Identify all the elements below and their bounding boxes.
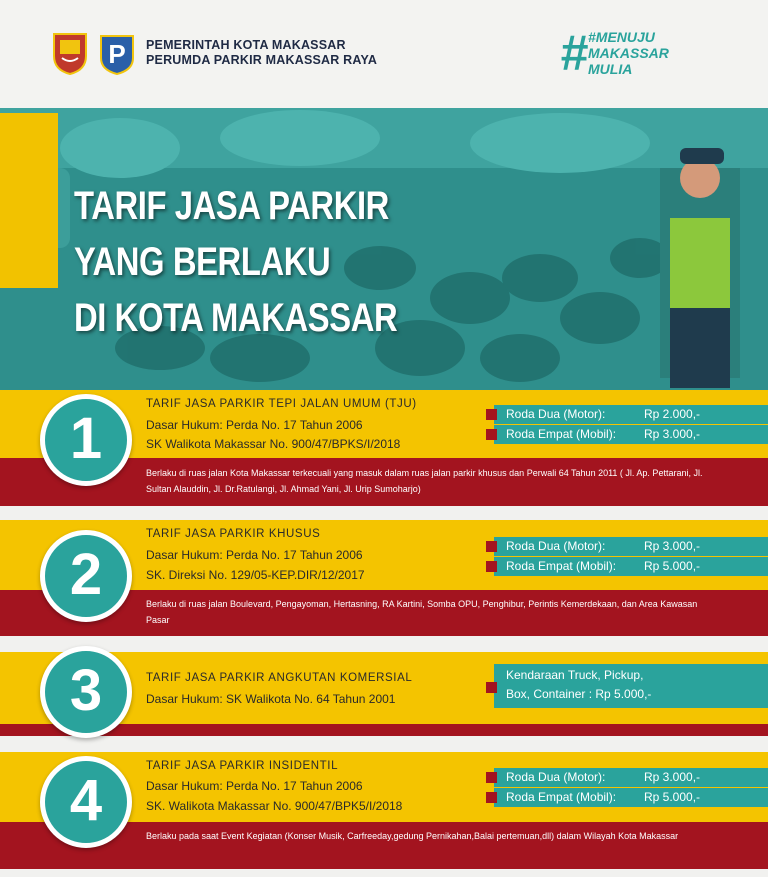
legal-basis-line-2: SK. Direksi No. 129/05-KEP.DIR/12/2017 [146, 568, 365, 582]
bullet-marker [486, 541, 497, 552]
rate-value: Rp 3.000,- [644, 770, 701, 784]
section-title: TARIF JASA PARKIR TEPI JALAN UMUM (TJU) [146, 398, 417, 410]
rate-value: Rp 5.000,- [644, 559, 701, 573]
hashtag-line-1: #MENUJU [588, 29, 655, 45]
bullet-marker [486, 429, 497, 440]
section-number-badge: 2 [40, 530, 132, 622]
rate-row-car [494, 557, 768, 576]
hashtag-logo [560, 26, 715, 78]
hashtag-line-2: MAKASSAR [588, 45, 669, 61]
rate-line-1: Kendaraan Truck, Pickup, [506, 668, 644, 682]
rate-row-motor [494, 405, 768, 424]
section-number-badge: 4 [40, 756, 132, 848]
rate-value: Rp 3.000,- [644, 539, 701, 553]
rate-value: Rp 5.000,- [644, 790, 701, 804]
hashtag-line-3: MULIA [588, 61, 633, 77]
rate-line-2: Box, Container : Rp 5.000,- [506, 687, 652, 701]
bullet-marker [486, 409, 497, 420]
rate-row-car [494, 425, 768, 444]
legal-basis-line-1: Dasar Hukum: Perda No. 17 Tahun 2006 [146, 779, 363, 793]
rate-label: Roda Dua (Motor): [506, 770, 606, 784]
rate-label: Roda Dua (Motor): [506, 407, 606, 421]
rate-box-commercial [494, 664, 768, 708]
bullet-marker [486, 792, 497, 803]
city-emblem-logo [50, 28, 90, 76]
bullet-marker [486, 682, 497, 693]
org-line-2: PERUMDA PARKIR MAKASSAR RAYA [146, 53, 378, 67]
section-number-badge: 1 [40, 394, 132, 486]
rate-row-car [494, 788, 768, 807]
legal-basis-line-1: Dasar Hukum: Perda No. 17 Tahun 2006 [146, 548, 363, 562]
section-note: Berlaku di ruas jalan Boulevard, Pengayoman, Hertasning, RA Kartini, Somba OPU, Penghibur, Perintis Kemerdekaan, dan Area Kawasan Pasar [146, 599, 698, 625]
header [0, 0, 768, 108]
section-title: TARIF JASA PARKIR KHUSUS [146, 528, 321, 540]
rate-value: Rp 2.000,- [644, 407, 701, 421]
legal-basis-line-1: Dasar Hukum: Perda No. 17 Tahun 2006 [146, 418, 363, 432]
section-note: Berlaku di ruas jalan Kota Makassar terkecuali yang masuk dalam ruas jalan parkir khusus dan Perwali 64 Tahun 2011 ( Jl. Ap. Pettarani, Jl. Sultan Alauddin, Jl. Dr.Ratulangi, Jl. Ahmad Yani, Jl. Urip Sumoharjo) [146, 468, 703, 494]
yellow-accent-block [0, 113, 58, 288]
hero-title-line-3: DI KOTA MAKASSAR [74, 296, 398, 340]
hero-title-line-1: TARIF JASA PARKIR [74, 184, 389, 228]
legal-basis-line-1: Dasar Hukum: SK Walikota No. 64 Tahun 2001 [146, 692, 396, 706]
section-number-badge: 3 [40, 646, 132, 738]
hero-title-line-2: YANG BERLAKU [74, 240, 331, 284]
bullet-marker [486, 772, 497, 783]
section-note: Berlaku pada saat Event Kegiatan (Konser Musik, Carfreeday,gedung Pernikahan,Balai pertemuan,dll) dalam Wilayah Kota Makassar [146, 831, 679, 841]
bottom-margin [0, 869, 768, 877]
legal-basis-line-2: SK Walikota Makassar No. 900/47/BPKS/I/2018 [146, 437, 401, 451]
rate-label: Roda Empat (Mobil): [506, 427, 617, 441]
rate-label: Roda Empat (Mobil): [506, 559, 617, 573]
svg-text:P: P [108, 39, 126, 69]
organization-names [146, 38, 377, 68]
rate-value: Rp 3.000,- [644, 427, 701, 441]
hero-title [74, 178, 397, 346]
bullet-marker [486, 561, 497, 572]
rate-label: Roda Empat (Mobil): [506, 790, 617, 804]
rate-row-motor [494, 537, 768, 556]
rate-row-motor [494, 768, 768, 787]
svg-text:#: # [560, 26, 588, 78]
parkir-company-logo [97, 28, 137, 76]
rate-label: Roda Dua (Motor): [506, 539, 606, 553]
section-title: TARIF JASA PARKIR ANGKUTAN KOMERSIAL [146, 672, 413, 684]
org-line-1: PEMERINTAH KOTA MAKASSAR [146, 38, 346, 52]
section-title: TARIF JASA PARKIR INSIDENTIL [146, 760, 339, 772]
legal-basis-line-2: SK. Walikota Makassar No. 900/47/BPK5/I/2018 [146, 799, 403, 813]
